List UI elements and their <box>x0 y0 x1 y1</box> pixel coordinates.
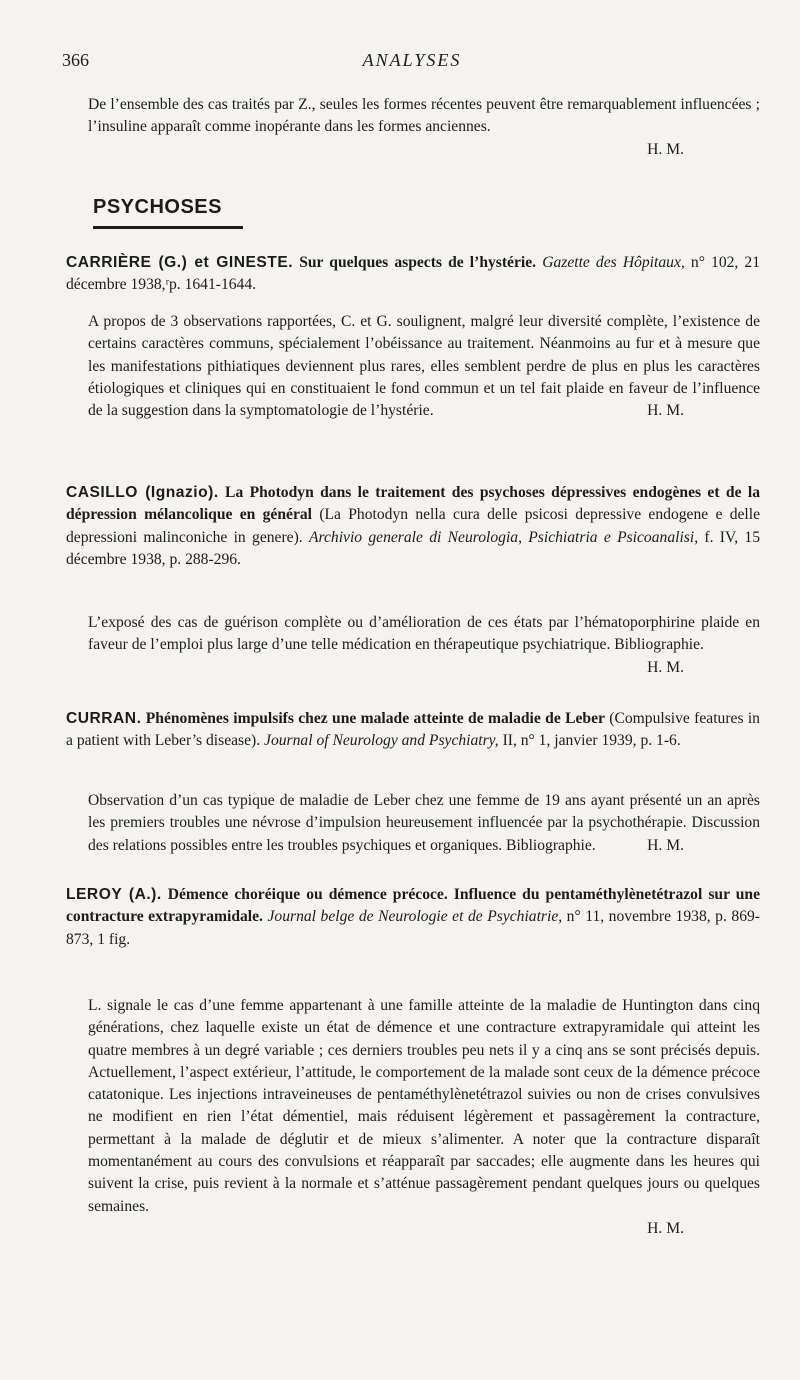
intro-signature: H. M. <box>647 140 684 158</box>
entry-journal: Journal belge de Neurologie et de Psychiatrie, <box>267 908 563 926</box>
entry-reference <box>66 708 760 753</box>
running-title: ANALYSES <box>362 50 462 70</box>
section-title: PSYCHOSES <box>93 196 222 218</box>
entry-body <box>88 311 760 422</box>
entry-body-text: L’exposé des cas de guérison complète ou d’amélioration de ces états par l’hématoporphirine plaide en faveur de l’emploi plus large d’une telle médication en thérapeutique psychiatrique. Bibliographie. <box>88 614 760 654</box>
entry-details: II, n° 1, janvier 1939, p. 1-6. <box>502 732 681 750</box>
entry-reference <box>66 482 760 571</box>
entry-author: CARRIÈRE (G.) et GINESTE. <box>66 254 294 271</box>
intro-text: De l’ensemble des cas traités par Z., seules les formes récentes peuvent être remarquablement influencées ; l’insuline apparaît comme inopérante dans les formes anciennes. <box>88 96 760 136</box>
entry-details: f. IV, 15 décembre 1938, p. 288-296. <box>66 528 760 568</box>
entry-author: CURRAN. <box>66 710 142 727</box>
entry-details: n° 102, 21 décembre 1938,ʳp. 1641-1644. <box>66 254 761 294</box>
intro-paragraph <box>88 94 760 161</box>
entry-journal: Journal of Neurology and Psychiatry, <box>264 732 499 750</box>
entry-body-text: L. signale le cas d’une femme appartenant à une famille atteinte de la maladie de Huntington dans cinq générations, chez laquelle existe un état de démence et une contracture extrapyramidale qui atteint les quatre membres à un degré variable ; ces derniers troubles peu nets il y a cinq ans se sont précisés depuis. Actuellement, l’aspect extérieur, l’attitude, le comportement de la malade sont ceux de la démence précoce catatonique. Les injections intraveineuses de pentaméthylènetétrazol suivies ou non de crises convulsives ne modifient en rien l’état démentiel, mais réduisent légèrement et passagèrement la contracture, permettant à la malade de déglutir et de mieux s’alimenter. A noter que la contracture disparaît momentanément au cours des convulsions et réapparaît par saccades; elle augmente dans les heures qui suivent la crise, puis revient à la normale et s’atténue passagèrement pendant quelques jours ou quelques semaines. <box>88 997 760 1215</box>
entry-body-text: A propos de 3 observations rapportées, C. et G. soulignent, malgré leur diversité complète, l’existence de certains caractères communs, spécialement l’obéissance au traitement. Néanmoins au fur et à mesure que les manifestations pithiatiques deviennent plus rares, elles semblent perdre de plus en plus les caractères étiologiques et cliniques qui en constituaient le fond commun et un tel fait plaide en faveur de l’influence de la suggestion dans la symptomatologie de l’hystérie. <box>88 313 760 420</box>
entry-body <box>88 612 760 679</box>
entry-title: La Photodyn dans le traitement des psychoses dépressives endogènes et de la dépression mélancolique en général <box>66 484 760 524</box>
section-rule <box>93 226 243 229</box>
entry-title: Démence choréique ou démence précoce. Influence du pentaméthylènetétrazol sur une contracture extrapyramidale. <box>66 886 760 926</box>
entry-subtitle: (La Photodyn nella cura delle psicosi depressive endogene e delle depressioni malinconiche in genere). <box>66 506 761 546</box>
entry-body <box>88 790 760 857</box>
entry-signature: H. M. <box>647 658 684 676</box>
entry-journal: Gazette des Hôpitaux, <box>542 254 685 271</box>
entry-journal: Archivio generale di Neurologia, Psichiatria e Psicoanalisi, <box>308 528 699 546</box>
page-number: 366 <box>62 50 89 70</box>
entry-author: LEROY (A.). <box>66 886 162 903</box>
entry-body-text: Observation d’un cas typique de maladie de Leber chez une femme de 19 ans ayant présenté un an après les premiers troubles une névrose d’impulsion heureusement influencée par la psychothérapie. Discussion des relations possibles entre les troubles psychiques et organiques. Bibliographie. <box>88 792 760 854</box>
entry-title: Sur quelques aspects de l’hystérie. <box>299 254 537 271</box>
entry-details: n° 11, novembre 1938, p. 869-873, 1 fig. <box>66 908 760 948</box>
entry-title: Phénomènes impulsifs chez une malade atteinte de maladie de Leber <box>145 710 605 727</box>
entry-signature: H. M. <box>647 1219 684 1237</box>
page-header <box>62 50 762 76</box>
entry-signature: H. M. <box>647 836 684 854</box>
entry-reference <box>66 884 760 951</box>
entry-reference <box>66 252 760 297</box>
entry-subtitle: (Compulsive features in a patient with Leber’s disease). <box>66 710 760 750</box>
entry-author: CASILLO (Ignazio). <box>66 484 219 501</box>
entry-signature: H. M. <box>647 402 684 420</box>
entry-body <box>88 995 760 1240</box>
